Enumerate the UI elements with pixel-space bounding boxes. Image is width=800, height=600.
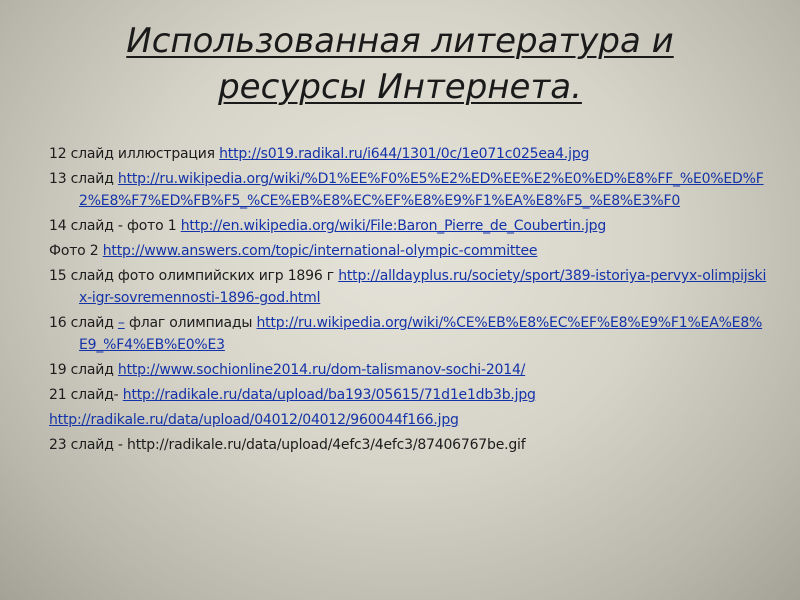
- reference-item: [49, 265, 769, 309]
- reference-label: 23 слайд - http://radikale.ru/data/upload/4efc3/4efc3/87406767be.gif: [49, 437, 526, 453]
- reference-item: [49, 384, 769, 406]
- reference-label: 13 слайд: [49, 171, 118, 187]
- reference-link[interactable]: http://ru.wikipedia.org/wiki/%D1%EE%F0%E5%E2%ED%EE%E2%E0%ED%E8%FF_%E0%ED%F2%E8%F7%ED%FB%F5_%CE%EB%E8%EC%EF%E8%E9%F1%EA%E8%F5_%E8%E3%F0: [79, 171, 764, 209]
- reference-link[interactable]: http://www.answers.com/topic/international-olympic-committee: [102, 243, 538, 259]
- reference-link[interactable]: http://ru.wikipedia.org/wiki/%CE%EB%E8%EC%EF%E8%E9%F1%EA%E8%E9_%F4%EB%E0%E3: [79, 315, 763, 353]
- reference-item: [49, 143, 769, 165]
- reference-item: [49, 215, 769, 237]
- reference-link[interactable]: http://radikale.ru/data/upload/ba193/05615/71d1e1db3b.jpg: [122, 387, 536, 403]
- reference-label: 15 слайд фото олимпийских игр 1896 г: [49, 268, 339, 284]
- reference-item: [49, 434, 769, 456]
- reference-label: 16 слайд: [49, 315, 118, 331]
- reference-label: 14 слайд - фото 1: [49, 218, 181, 234]
- reference-item: [49, 409, 769, 431]
- reference-link[interactable]: http://radikale.ru/data/upload/04012/04012/960044f166.jpg: [49, 412, 459, 428]
- reference-link[interactable]: http://en.wikipedia.org/wiki/File:Baron_Pierre_de_Coubertin.jpg: [180, 218, 607, 234]
- reference-label-suffix: флаг олимпиады: [124, 315, 257, 331]
- reference-link[interactable]: http://www.sochionline2014.ru/dom-talismanov-sochi-2014/: [117, 362, 526, 378]
- reference-dash-link[interactable]: –: [117, 315, 125, 331]
- references-list: [49, 143, 769, 459]
- slide-title-line-1: Использованная литература и: [126, 21, 674, 61]
- slide-title-line-2: ресурсы Интернета.: [218, 67, 582, 107]
- slide-title: [40, 18, 760, 110]
- reference-label: Фото 2: [49, 243, 103, 259]
- reference-item: [49, 312, 769, 356]
- reference-item: [49, 168, 769, 212]
- reference-label: 21 слайд-: [49, 387, 123, 403]
- reference-item: [49, 240, 769, 262]
- reference-link[interactable]: http://alldayplus.ru/society/sport/389-istoriya-pervyx-olimpijskix-igr-sovremennosti-1896-god.html: [79, 268, 767, 306]
- reference-item: [49, 359, 769, 381]
- reference-label: 12 слайд иллюстрация: [49, 146, 220, 162]
- reference-label: 19 слайд: [49, 362, 118, 378]
- reference-link[interactable]: http://s019.radikal.ru/i644/1301/0c/1e071c025ea4.jpg: [219, 146, 590, 162]
